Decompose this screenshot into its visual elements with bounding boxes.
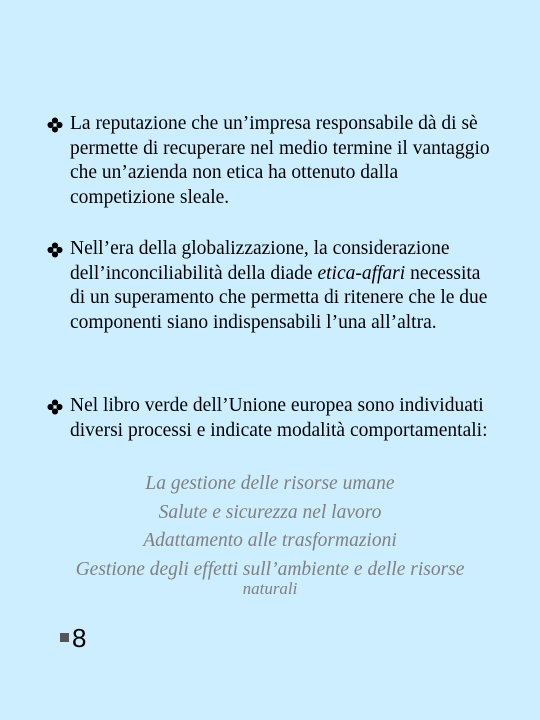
square-bullet-icon [60, 633, 69, 642]
process-item-tail: naturali [242, 579, 298, 598]
bullet-text-italic: etica-affari [317, 262, 406, 284]
page-number [60, 623, 86, 653]
process-item: Adattamento alle trasformazioni [143, 530, 397, 551]
bullet-globalization [47, 237, 497, 335]
bullet-text: Nel libro verde dell’Unione europea sono individuati diversi processi e indicate modalità comportamentali: [70, 395, 488, 441]
bullet-text-before: Nell’era della globalizzazione, la considerazione dell’inconciliabilità della diade [70, 238, 450, 284]
bullet-text [70, 237, 497, 335]
diamond-bullet-icon [47, 399, 63, 415]
process-item: Gestione degli effetti sull’ambiente e delle risorse [75, 558, 465, 580]
process-item: La gestione delle risorse umane [145, 473, 395, 494]
diamond-bullet-icon [47, 117, 63, 133]
process-list [0, 470, 540, 600]
bullet-green-paper [47, 394, 497, 443]
bullet-text: La reputazione che un’impresa responsabile dà di sè permette di recuperare nel medio termine il vantaggio che un’azienda non etica ha ottenuto dalla competizione sleale. [70, 113, 490, 208]
process-item: Salute e sicurezza nel lavoro [158, 501, 382, 523]
page-number-value: 8 [72, 623, 87, 653]
diamond-bullet-icon [47, 242, 63, 258]
bullet-reputation [47, 112, 497, 210]
bullet-text-after: necessita di un superamento che permetta di ritenere che le due componenti siano indispensabili l’una all’altra. [70, 262, 488, 333]
